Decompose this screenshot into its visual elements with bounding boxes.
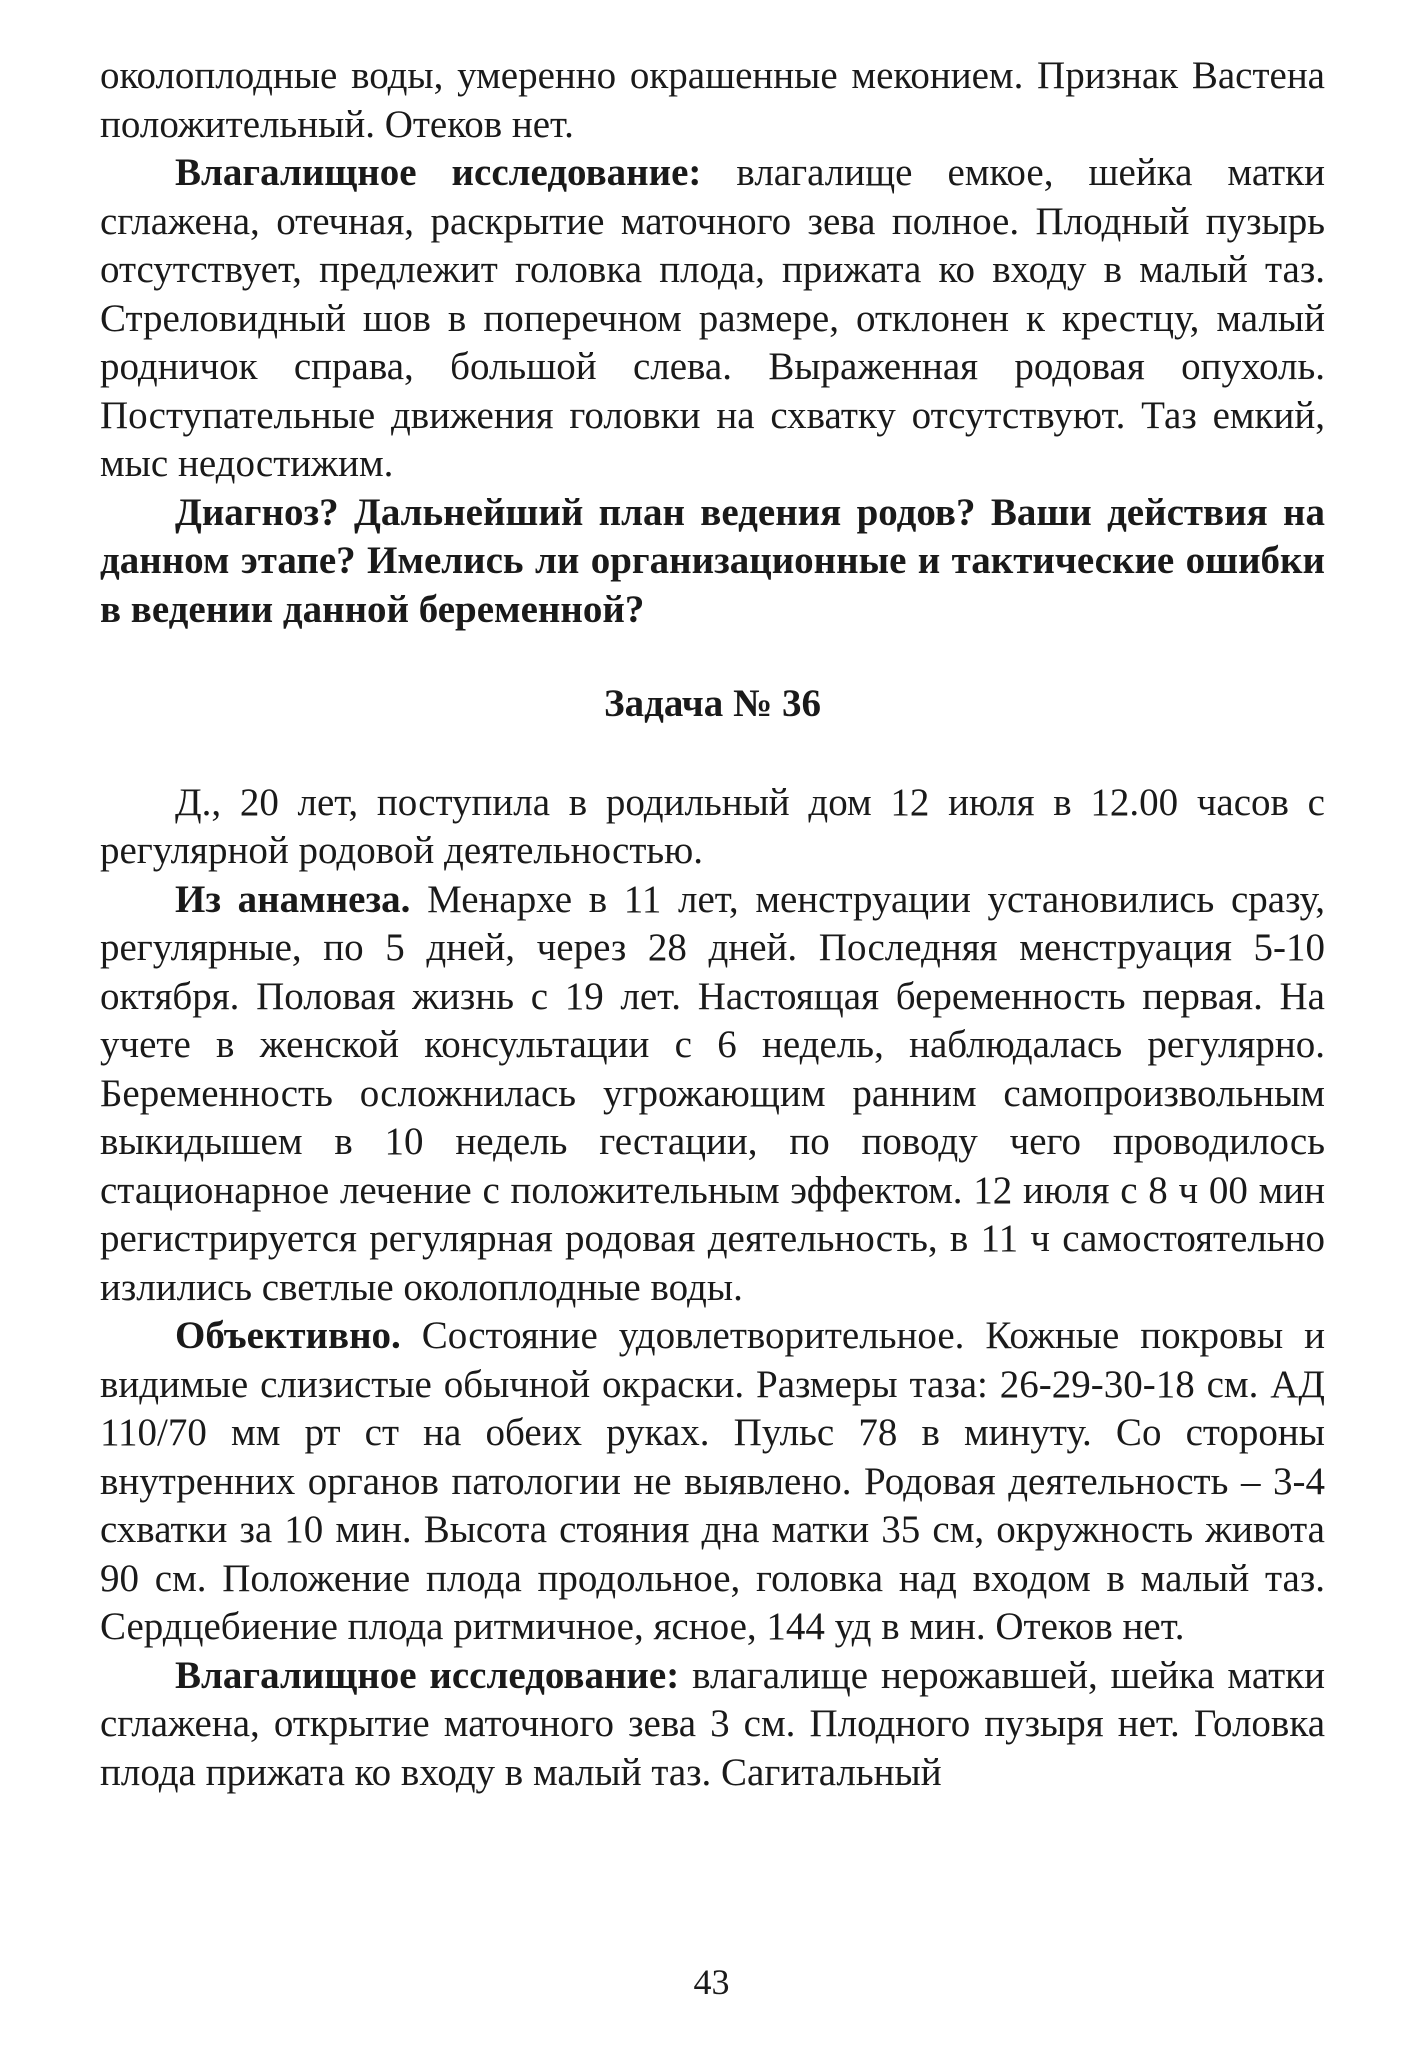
heading-vaginal-exam-1: Влагалищное исследование: bbox=[175, 151, 702, 194]
heading-anamnesis: Из анамнеза. bbox=[175, 877, 411, 921]
paragraph-objective bbox=[100, 1312, 1325, 1652]
paragraph-amniotic-fluid: околоплодные воды, умеренно окрашенные меконием. Признак Вастена положительный. Отеков нет. bbox=[100, 54, 1325, 146]
text-vaginal-exam-1: влагалище емкое, шейка матки сглажена, отечная, раскрытие маточного зева полное. Плодный пузырь отсутствует, предлежит головка плода, прижата ко входу в малый таз. Стреловидный шов в поперечном размере, отклонен к крестцу, малый родничок справа, большой слева. Выраженная родовая опухоль. Поступательные движения головки на схватку отсутствуют. Таз емкий, мыс недостижим. bbox=[100, 151, 1325, 485]
paragraph-anamnesis bbox=[100, 876, 1325, 1313]
document-page bbox=[100, 52, 1325, 1797]
paragraph-questions: Диагноз? Дальнейший план ведения родов? Ваши действия на данном этапе? Имелись ли организационные и тактические ошибки в ведении данной беременной? bbox=[100, 490, 1325, 631]
text-anamnesis: Менархе в 11 лет, менструации установились сразу, регулярные, по 5 дней, через 28 дней. Последняя менструация 5-10 октября. Половая жизнь с 19 лет. Настоящая беременность первая. На учете в женской консультации с 6 недель, наблюдалась регулярно. Беременность осложнилась угрожающим ранним самопроизвольным выкидышем в 10 недель гестации, по поводу чего проводилось стационарное лечение с положительным эффектом. 12 июля с 8 ч 00 мин регистрируется регулярная родовая деятельность, в 11 ч самостоятельно излились светлые околоплодные воды. bbox=[100, 877, 1326, 1309]
text-objective: Состояние удовлетворительное. Кожные покровы и видимые слизистые обычной окраски. Размеры таза: 26-29-30-18 см. АД 110/70 мм рт ст на обеих руках. Пульс 78 в минуту. Со стороны внутренних органов патологии не выявлено. Родовая деятельность – 3-4 схватки за 10 мин. Высота стояния дна матки 35 см, окружность живота 90 см. Положение плода продольное, головка над входом в малый таз. Сердцебиение плода ритмичное, ясное, 144 уд в мин. Отеков нет. bbox=[100, 1314, 1325, 1648]
paragraph-vaginal-exam-1 bbox=[100, 149, 1325, 489]
heading-objective: Объективно. bbox=[175, 1314, 401, 1357]
paragraph-vaginal-exam-2 bbox=[100, 1652, 1325, 1798]
paragraph-admission: Д., 20 лет, поступила в родильный дом 12 июля в 12.00 часов с регулярной родовой деятельностью. bbox=[100, 780, 1325, 872]
page-number: 43 bbox=[693, 1962, 730, 2002]
text-vaginal-exam-2: влагалище нерожавшей, шейка матки сглажена, открытие маточного зева 3 см. Плодного пузыря нет. Головка плода прижата ко входу в малый таз. Сагитальный bbox=[100, 1653, 1325, 1794]
task-title: Задача № 36 bbox=[604, 682, 821, 725]
heading-vaginal-exam-2: Влагалищное исследование: bbox=[175, 1653, 680, 1697]
